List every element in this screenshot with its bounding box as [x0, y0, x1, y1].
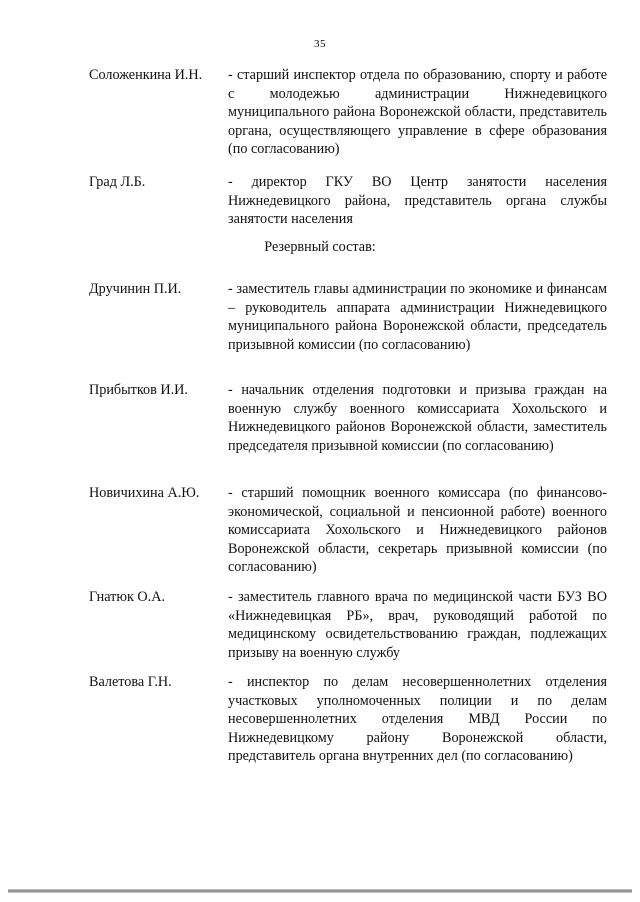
member-name: Соложенкина И.Н. [89, 67, 203, 83]
member-description: - заместитель главы администрации по экономике и финансам – руководитель аппарата администрации Нижнедевицкого муниципального района Воронежской области, председатель призывной комиссии (по согласованию) [228, 281, 607, 353]
member-description: - старший инспектор отдела по образованию, спорту и работе с молодежью администрации Нижнедевицкого муниципального района Воронежской области, представитель органа, осуществляющего управление в сфере образования (по согласованию) [228, 67, 607, 157]
reserve-heading: Резервный состав: [264, 239, 376, 255]
member-description: - заместитель главного врача по медицинской части БУЗ ВО «Нижнедевицкая РБ», врач, руководящий работой по медицинскому освидетельствованию граждан, подлежащих призыву на военную службу [228, 589, 607, 661]
member-description: - старший помощник военного комиссара (по финансово-экономической, социальной и пенсионной работе) военного комиссариата Хохольского и Нижнедевицкого районов Воронежской области, секретарь призывной комиссии (по согласованию) [228, 485, 607, 575]
member-name: Дручинин П.И. [89, 281, 182, 297]
member-entry [89, 280, 607, 354]
member-description: - инспектор по делам несовершеннолетних отделения участковых уполномоченных полиции и по делам несовершеннолетних отделения МВД России по Нижнедевицкому району Воронежской области, представитель органа внутренних дел (по согласованию) [228, 674, 607, 764]
member-name: Град Л.Б. [89, 174, 146, 190]
member-description: - директор ГКУ ВО Центр занятости населения Нижнедевицкого района, представитель органа службы занятости населения [228, 174, 607, 227]
member-name: Валетова Г.Н. [89, 674, 172, 690]
member-name: Прибытков И.И. [89, 382, 188, 398]
member-description: - начальник отделения подготовки и призыва граждан на военную службу военного комиссариата Хохольского и Нижнедевицкого районов Воронежской области, заместитель председателя призывной комиссии (по согласованию) [228, 382, 607, 454]
member-entry [89, 484, 607, 577]
member-entry [89, 173, 607, 229]
member-name: Гнатюк О.А. [89, 589, 166, 605]
page-number: 35 [314, 38, 326, 50]
member-entry [89, 588, 607, 662]
scan-edge-mark [8, 889, 632, 893]
member-entry [89, 66, 607, 159]
member-entry [89, 381, 607, 455]
member-entry [89, 673, 607, 766]
member-name: Новичихина А.Ю. [89, 485, 200, 501]
